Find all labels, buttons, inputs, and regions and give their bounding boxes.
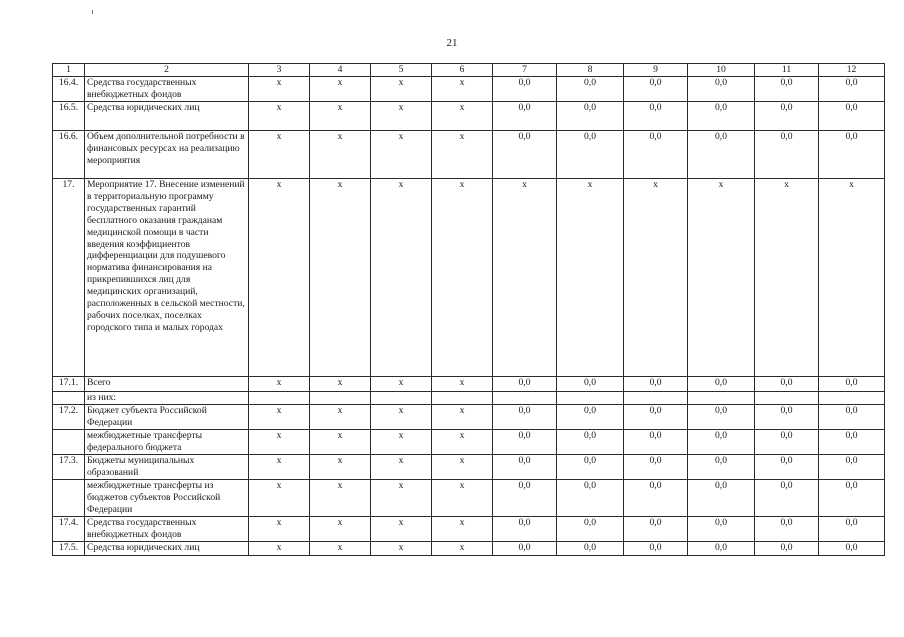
value-cell: 0,0	[624, 542, 688, 556]
value-cell: х	[249, 405, 310, 430]
value-cell: х	[371, 405, 432, 430]
value-cell: х	[819, 179, 885, 377]
value-cell: 0,0	[557, 517, 624, 542]
value-cell	[432, 392, 493, 405]
value-cell: 0,0	[688, 405, 755, 430]
value-cell	[819, 392, 885, 405]
value-cell	[249, 392, 310, 405]
value-cell: 0,0	[493, 405, 557, 430]
value-cell: 0,0	[557, 542, 624, 556]
value-cell: х	[371, 517, 432, 542]
value-cell: х	[310, 542, 371, 556]
value-cell: х	[557, 179, 624, 377]
row-number: 16.4.	[53, 77, 85, 102]
value-cell: 0,0	[688, 542, 755, 556]
header-cell: 9	[624, 64, 688, 77]
value-cell: х	[249, 480, 310, 517]
header-cell: 10	[688, 64, 755, 77]
value-cell: х	[371, 542, 432, 556]
value-cell: 0,0	[819, 455, 885, 480]
table-row	[53, 542, 885, 556]
table-body	[53, 64, 885, 556]
value-cell: 0,0	[819, 480, 885, 517]
value-cell: х	[249, 77, 310, 102]
value-cell: х	[249, 377, 310, 392]
row-number: 16.5.	[53, 102, 85, 131]
scan-speck	[92, 10, 93, 14]
value-cell: 0,0	[755, 542, 819, 556]
value-cell: 0,0	[493, 377, 557, 392]
value-cell: 0,0	[557, 455, 624, 480]
table-row	[53, 480, 885, 517]
header-cell: 1	[53, 64, 85, 77]
table-row	[53, 377, 885, 392]
row-number: 16.6.	[53, 131, 85, 179]
value-cell: х	[432, 517, 493, 542]
value-cell: 0,0	[755, 430, 819, 455]
header-cell: 4	[310, 64, 371, 77]
value-cell: х	[310, 131, 371, 179]
value-cell: 0,0	[493, 517, 557, 542]
row-name: из них:	[85, 392, 249, 405]
row-name: Бюджет субъекта Российской Федерации	[85, 405, 249, 430]
row-name: Средства юридических лиц	[85, 542, 249, 556]
value-cell: х	[310, 102, 371, 131]
value-cell: 0,0	[493, 455, 557, 480]
value-cell: х	[310, 77, 371, 102]
value-cell: х	[249, 455, 310, 480]
row-name: Средства государственных внебюджетных фондов	[85, 77, 249, 102]
value-cell: 0,0	[819, 430, 885, 455]
value-cell: х	[624, 179, 688, 377]
value-cell: х	[310, 179, 371, 377]
value-cell: х	[371, 455, 432, 480]
value-cell: х	[371, 480, 432, 517]
table-row	[53, 392, 885, 405]
value-cell: 0,0	[557, 77, 624, 102]
value-cell: х	[310, 430, 371, 455]
header-cell: 8	[557, 64, 624, 77]
value-cell: х	[432, 377, 493, 392]
value-cell: х	[432, 542, 493, 556]
value-cell: 0,0	[755, 102, 819, 131]
value-cell: х	[688, 179, 755, 377]
row-name: межбюджетные трансферты из бюджетов субъектов Российской Федерации	[85, 480, 249, 517]
value-cell: х	[432, 102, 493, 131]
value-cell: 0,0	[557, 102, 624, 131]
row-number: 17.	[53, 179, 85, 377]
value-cell: 0,0	[688, 102, 755, 131]
value-cell: 0,0	[819, 377, 885, 392]
value-cell: 0,0	[819, 77, 885, 102]
row-name: Мероприятие 17. Внесение изменений в территориальную программу государственных гарантий бесплатного оказания гражданам медицинской помощи в части введения коэффициентов дифференциации для подушевого норматива финансирования на прикрепившихся лиц для медицинских организаций, расположенных в сельской местности, рабочих поселках, поселках городского типа и малых городах	[85, 179, 249, 377]
row-number	[53, 392, 85, 405]
value-cell: х	[310, 480, 371, 517]
value-cell: 0,0	[755, 377, 819, 392]
value-cell: 0,0	[688, 430, 755, 455]
value-cell: 0,0	[493, 77, 557, 102]
value-cell: 0,0	[493, 542, 557, 556]
value-cell	[493, 392, 557, 405]
value-cell: х	[432, 179, 493, 377]
value-cell: 0,0	[688, 480, 755, 517]
value-cell: х	[249, 102, 310, 131]
value-cell: 0,0	[557, 480, 624, 517]
row-name: Объем дополнительной потребности в финансовых ресурсах на реализацию мероприятия	[85, 131, 249, 179]
value-cell: 0,0	[819, 102, 885, 131]
value-cell	[557, 392, 624, 405]
value-cell: 0,0	[493, 480, 557, 517]
value-cell: 0,0	[755, 77, 819, 102]
value-cell: х	[310, 377, 371, 392]
table-row	[53, 179, 885, 377]
value-cell: 0,0	[624, 102, 688, 131]
value-cell: 0,0	[688, 517, 755, 542]
value-cell: х	[493, 179, 557, 377]
value-cell: 0,0	[755, 455, 819, 480]
value-cell: х	[371, 377, 432, 392]
value-cell: 0,0	[755, 480, 819, 517]
value-cell: 0,0	[688, 131, 755, 179]
value-cell: х	[249, 430, 310, 455]
value-cell: х	[432, 405, 493, 430]
value-cell	[624, 392, 688, 405]
header-row	[53, 64, 885, 77]
header-cell: 12	[819, 64, 885, 77]
value-cell: х	[432, 480, 493, 517]
value-cell: 0,0	[819, 517, 885, 542]
row-name: межбюджетные трансферты федерального бюджета	[85, 430, 249, 455]
value-cell: х	[371, 102, 432, 131]
value-cell: 0,0	[624, 131, 688, 179]
row-number: 17.1.	[53, 377, 85, 392]
row-name: Средства юридических лиц	[85, 102, 249, 131]
value-cell: 0,0	[557, 131, 624, 179]
row-name: Средства государственных внебюджетных фондов	[85, 517, 249, 542]
value-cell: 0,0	[557, 377, 624, 392]
value-cell: 0,0	[755, 405, 819, 430]
header-cell: 3	[249, 64, 310, 77]
value-cell: 0,0	[819, 405, 885, 430]
value-cell: х	[371, 131, 432, 179]
row-number: 17.2.	[53, 405, 85, 430]
value-cell: х	[310, 455, 371, 480]
value-cell: 0,0	[819, 542, 885, 556]
header-cell: 2	[85, 64, 249, 77]
row-number: 17.4.	[53, 517, 85, 542]
value-cell: 0,0	[624, 517, 688, 542]
value-cell: 0,0	[819, 131, 885, 179]
page-number: 21	[446, 37, 458, 49]
table-row	[53, 517, 885, 542]
value-cell: х	[310, 405, 371, 430]
value-cell	[310, 392, 371, 405]
value-cell: х	[249, 131, 310, 179]
header-cell: 7	[493, 64, 557, 77]
value-cell: х	[755, 179, 819, 377]
row-number: 17.3.	[53, 455, 85, 480]
value-cell: 0,0	[624, 77, 688, 102]
value-cell: х	[249, 179, 310, 377]
value-cell: х	[371, 179, 432, 377]
row-name: Всего	[85, 377, 249, 392]
table-row	[53, 102, 885, 131]
header-cell: 6	[432, 64, 493, 77]
row-number: 17.5.	[53, 542, 85, 556]
value-cell: 0,0	[624, 480, 688, 517]
table-row	[53, 455, 885, 480]
value-cell: 0,0	[624, 430, 688, 455]
value-cell: х	[432, 77, 493, 102]
value-cell: 0,0	[624, 377, 688, 392]
value-cell: 0,0	[624, 405, 688, 430]
row-name: Бюджеты муниципальных образований	[85, 455, 249, 480]
value-cell	[371, 392, 432, 405]
value-cell: 0,0	[493, 131, 557, 179]
value-cell	[688, 392, 755, 405]
value-cell: 0,0	[557, 405, 624, 430]
value-cell: 0,0	[755, 517, 819, 542]
value-cell	[755, 392, 819, 405]
value-cell: х	[432, 430, 493, 455]
value-cell: 0,0	[557, 430, 624, 455]
value-cell: 0,0	[493, 430, 557, 455]
value-cell: х	[432, 131, 493, 179]
row-number	[53, 480, 85, 517]
value-cell: 0,0	[624, 455, 688, 480]
table-row	[53, 430, 885, 455]
row-number	[53, 430, 85, 455]
value-cell: 0,0	[688, 377, 755, 392]
table-row	[53, 131, 885, 179]
value-cell: 0,0	[688, 77, 755, 102]
table-row	[53, 77, 885, 102]
budget-table	[52, 63, 885, 556]
value-cell: х	[371, 77, 432, 102]
header-cell: 5	[371, 64, 432, 77]
value-cell: х	[310, 517, 371, 542]
value-cell: 0,0	[688, 455, 755, 480]
table-row	[53, 405, 885, 430]
header-cell: 11	[755, 64, 819, 77]
value-cell: х	[249, 517, 310, 542]
value-cell: 0,0	[755, 131, 819, 179]
value-cell: 0,0	[493, 102, 557, 131]
value-cell: х	[371, 430, 432, 455]
value-cell: х	[432, 455, 493, 480]
value-cell: х	[249, 542, 310, 556]
